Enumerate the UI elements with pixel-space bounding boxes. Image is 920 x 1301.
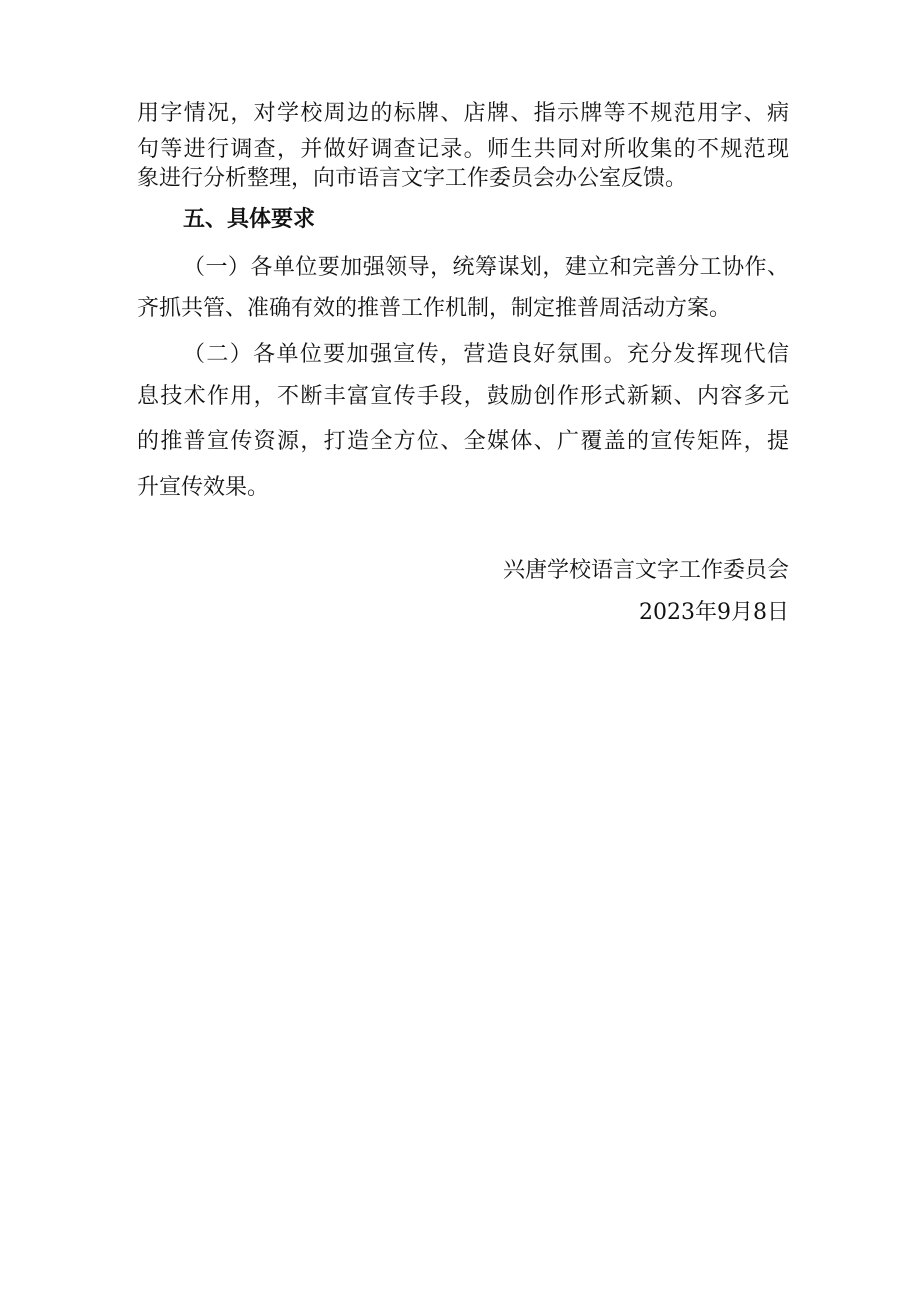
signature-date: 2023年9月8日	[639, 600, 789, 625]
item-1-line-1: （一）各单位要加强领导，统筹谋划，建立和完善分工协作、	[183, 255, 789, 280]
section-heading: 五、具体要求	[183, 207, 316, 232]
item-2-line-4: 升宣传效果。	[137, 475, 270, 500]
intro-line-3: 象进行分析整理，向市语言文字工作委员会办公室反馈。	[137, 166, 688, 191]
item-1-line-2: 齐抓共管、准确有效的推普工作机制，制定推普周活动方案。	[137, 296, 732, 321]
signature-organization: 兴唐学校语言文字工作委员会	[502, 558, 789, 583]
item-2-line-1: （二）各单位要加强宣传，营造良好氛围。充分发挥现代信	[183, 342, 789, 367]
item-2-line-2: 息技术作用，不断丰富宣传手段，鼓励创作形式新颖、内容多元	[137, 384, 789, 409]
intro-line-1: 用字情况，对学校周边的标牌、店牌、指示牌等不规范用字、病	[137, 101, 789, 126]
item-2-line-3: 的推普宣传资源，打造全方位、全媒体、广覆盖的宣传矩阵，提	[137, 429, 789, 454]
intro-line-2: 句等进行调查，并做好调查记录。师生共同对所收集的不规范现	[137, 137, 789, 162]
